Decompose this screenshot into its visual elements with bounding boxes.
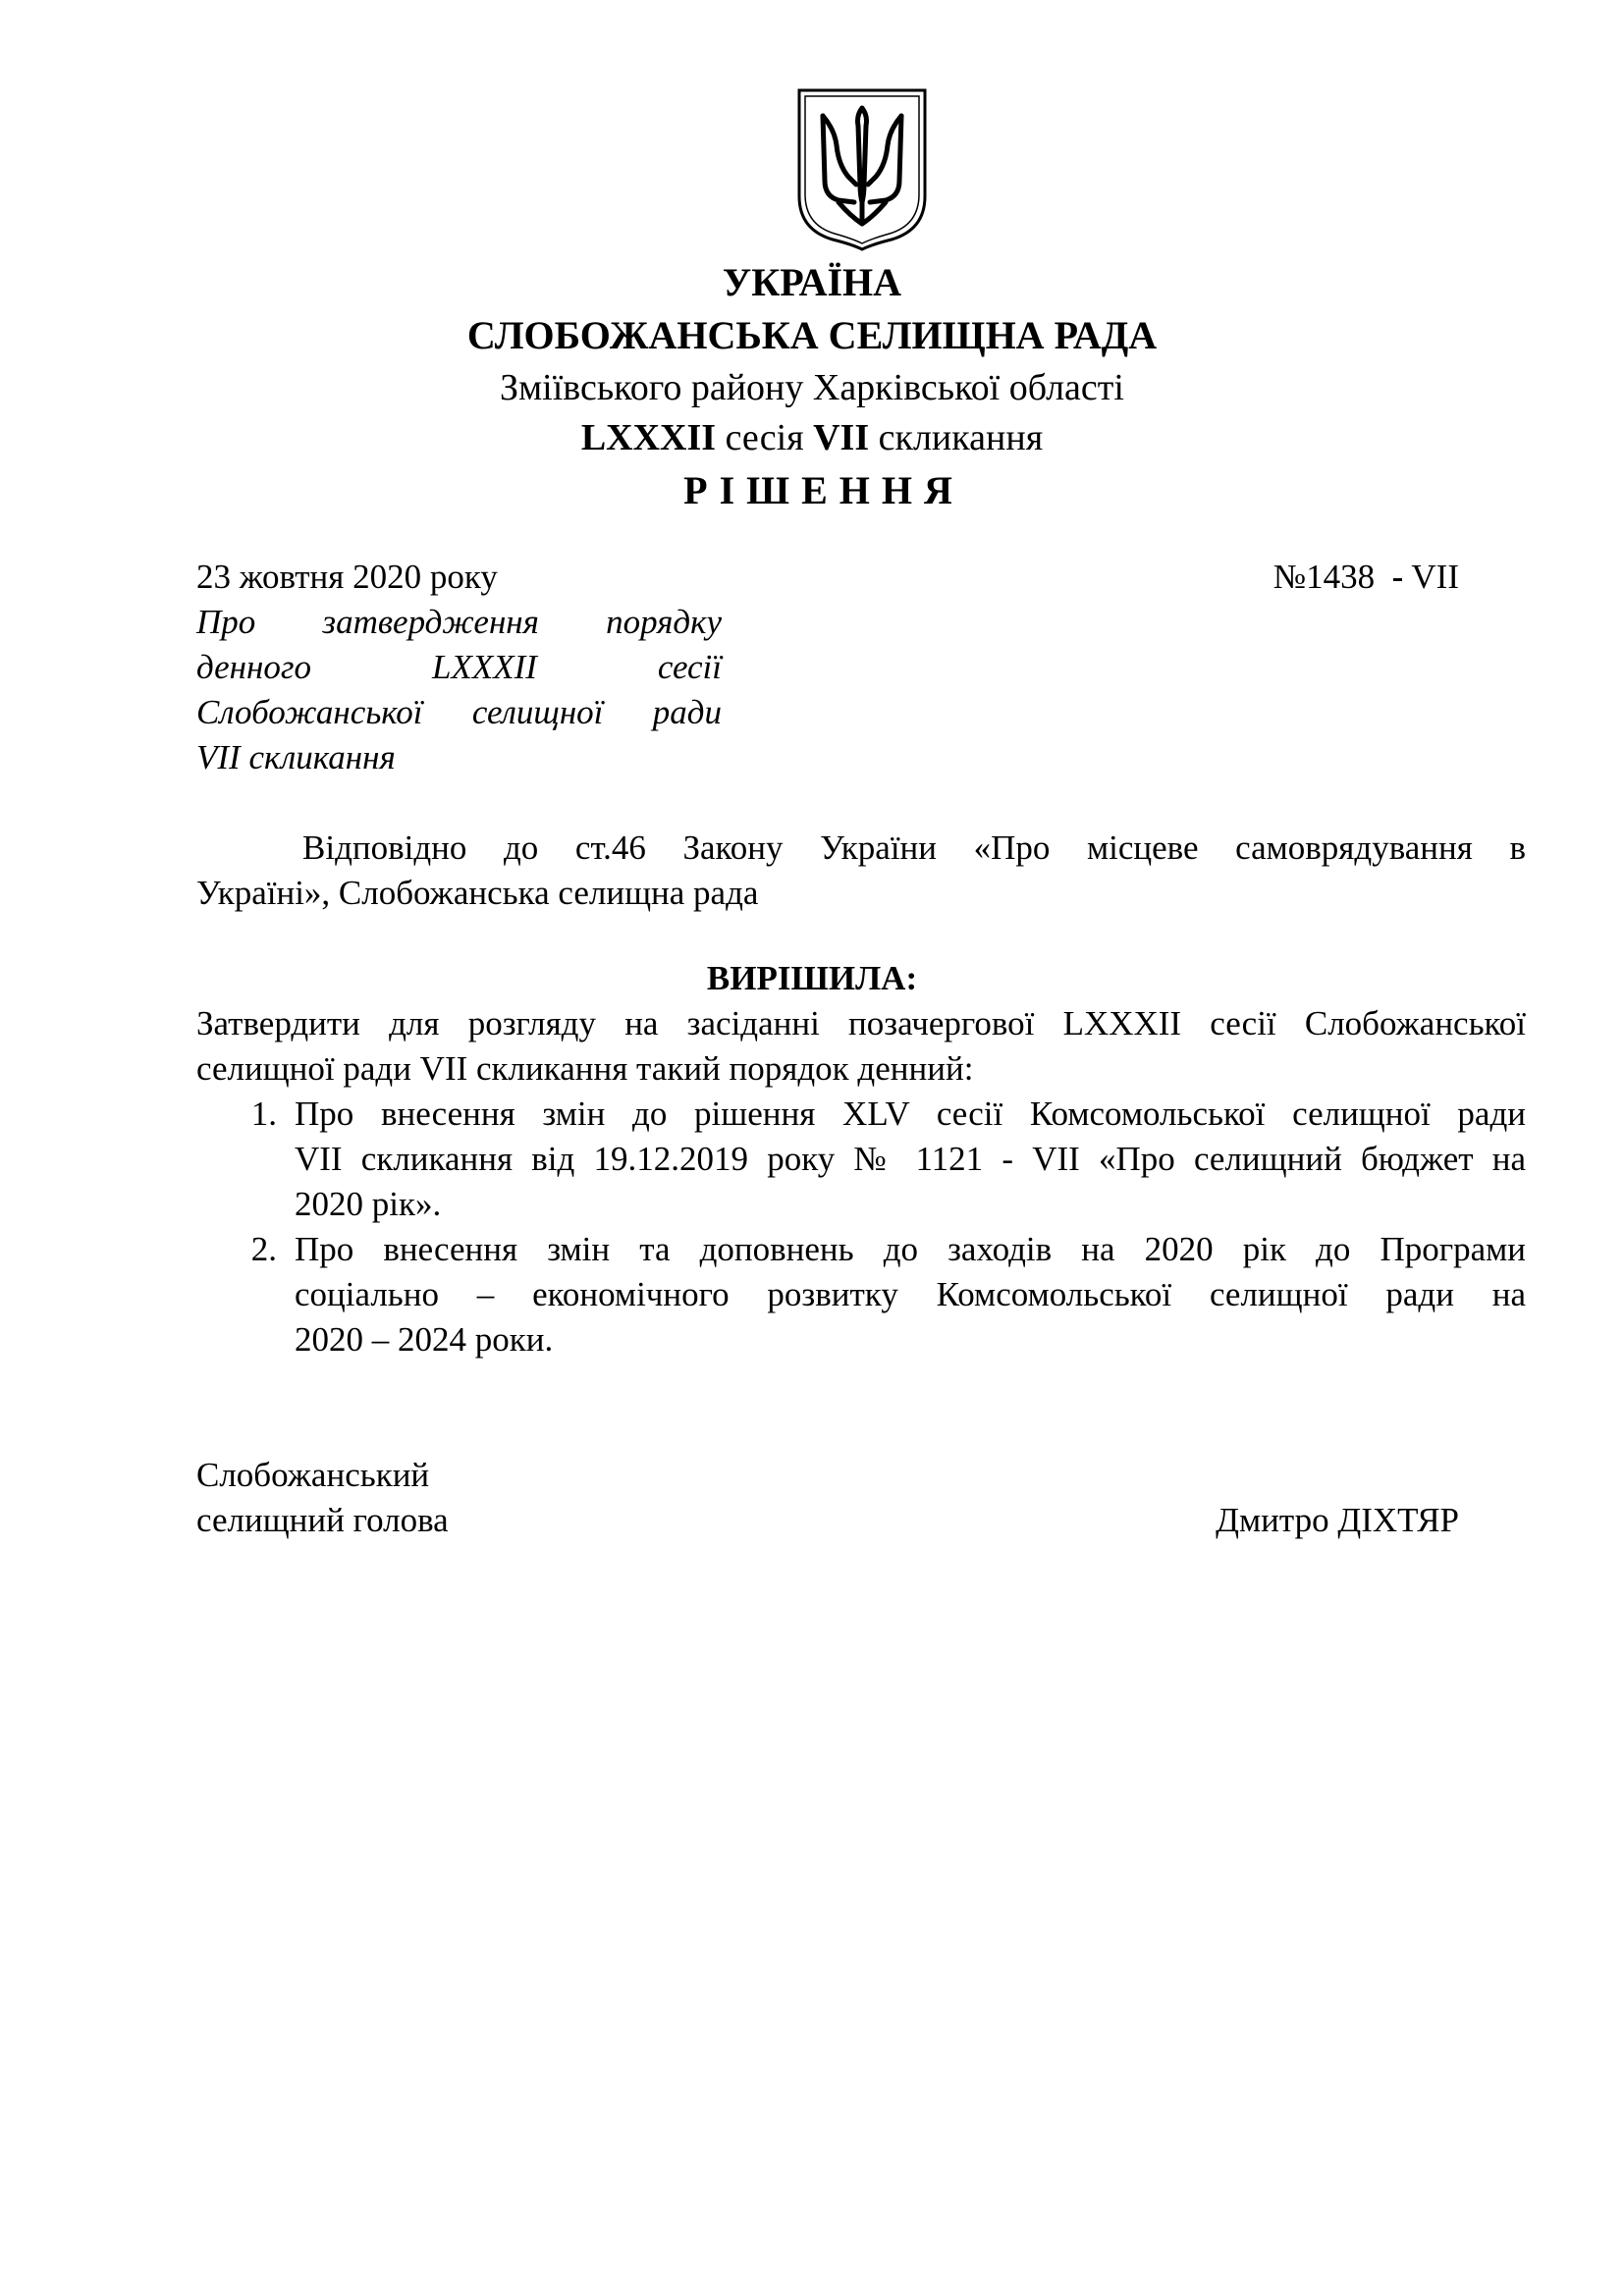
agenda-item-line: Про внесення змін до рішення XLV сесії Комсомольської селищної ради bbox=[295, 1095, 1526, 1133]
number-suffix: VII bbox=[1411, 558, 1459, 596]
agenda-item-line: соціально – економічного розвитку Комсомольської селищної ради на bbox=[295, 1275, 1526, 1313]
number-prefix: №1438 bbox=[1272, 558, 1376, 596]
coat-of-arms-icon bbox=[795, 86, 929, 251]
agenda-item-line: 2020 рік». bbox=[295, 1185, 442, 1223]
preamble-line: Відповідно до ст.46 Закону України «Про місцеве самоврядування в bbox=[302, 828, 1526, 867]
header-country: УКРАЇНА bbox=[722, 260, 902, 304]
convocation-word: скликання bbox=[869, 417, 1044, 458]
agenda-item-line: Про внесення змін та доповнень до заходів на 2020 рік до Програми bbox=[295, 1230, 1526, 1268]
agenda-item-line: VII скликання від 19.12.2019 року № 1121 - VII «Про селищний бюджет на bbox=[295, 1140, 1526, 1178]
agenda-item-marker: 1. bbox=[250, 1095, 277, 1133]
subject-line: VII скликання bbox=[196, 738, 396, 776]
subject-line: денного LXXXII сесії bbox=[196, 648, 722, 686]
resolution-intro-line: Затвердити для розгляду на засіданні позачергової LXXXII сесії Слобожанської bbox=[196, 1004, 1526, 1042]
convocation-number: VII bbox=[813, 417, 870, 458]
header-council-name: СЛОБОЖАНСЬКА СЕЛИЩНА РАДА bbox=[466, 313, 1158, 357]
resolution-intro-line: селищної ради VII скликання такий порядок денний: bbox=[196, 1049, 974, 1088]
decision-date: 23 жовтня 2020 року bbox=[196, 558, 498, 596]
decision-title: РІШЕННЯ bbox=[683, 468, 964, 512]
session-number: LXXXII bbox=[580, 417, 717, 458]
header-session bbox=[0, 418, 1624, 459]
session-word: сесія bbox=[716, 417, 814, 458]
decision-number bbox=[1273, 555, 1459, 600]
subject-line: Слобожанської селищної ради bbox=[196, 693, 722, 731]
resolution-heading: ВИРІШИЛА: bbox=[706, 959, 918, 997]
signature-title-line1: Слобожанський bbox=[196, 1456, 430, 1494]
number-dash: - bbox=[1391, 558, 1404, 596]
signature-name: Дмитро ДІХТЯР bbox=[1216, 1501, 1459, 1539]
preamble-line: Україні», Слобожанська селищна рада bbox=[196, 874, 759, 912]
header-district: Зміївського району Харківської області bbox=[500, 367, 1124, 408]
signature-title-line2: селищний голова bbox=[196, 1501, 449, 1539]
subject-line: Про затвердження порядку bbox=[196, 603, 722, 641]
agenda-item-line: 2020 – 2024 роки. bbox=[295, 1320, 554, 1359]
agenda-item-marker: 2. bbox=[250, 1230, 277, 1268]
